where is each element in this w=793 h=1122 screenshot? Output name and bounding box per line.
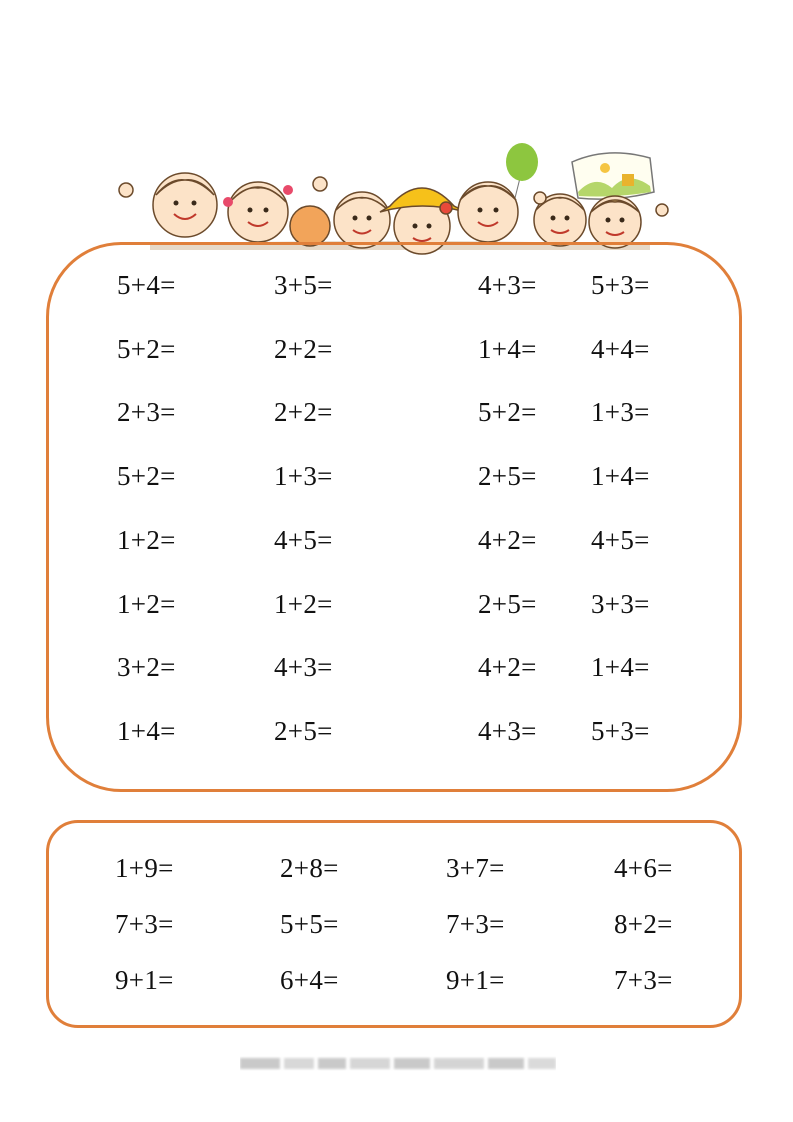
equation: 3+3=	[591, 589, 650, 619]
equation: 5+3=	[591, 716, 650, 746]
equation: 2+8=	[280, 853, 339, 883]
equation: 2+5=	[478, 589, 537, 619]
equation: 9+1=	[115, 965, 174, 995]
equation: 5+4=	[117, 270, 176, 300]
equation: 5+2=	[478, 397, 537, 427]
equation: 1+9=	[115, 853, 174, 883]
equation: 5+2=	[117, 461, 176, 491]
equation: 7+3=	[614, 965, 673, 995]
equation: 1+2=	[274, 589, 333, 619]
equation: 3+2=	[117, 652, 176, 682]
equation: 2+2=	[274, 397, 333, 427]
equation: 4+3=	[478, 270, 537, 300]
equation: 8+2=	[614, 909, 673, 939]
equation: 7+3=	[446, 909, 505, 939]
equation: 2+2=	[274, 334, 333, 364]
equation: 4+5=	[274, 525, 333, 555]
equation: 1+2=	[117, 525, 176, 555]
equation: 1+4=	[478, 334, 537, 364]
equation: 4+2=	[478, 652, 537, 682]
addition-box-top	[46, 242, 742, 792]
equation: 4+4=	[591, 334, 650, 364]
equation: 5+2=	[117, 334, 176, 364]
equation: 4+3=	[274, 652, 333, 682]
equation: 4+3=	[478, 716, 537, 746]
equation: 1+3=	[591, 397, 650, 427]
equation: 3+5=	[274, 270, 333, 300]
equation: 4+6=	[614, 853, 673, 883]
equation: 1+3=	[274, 461, 333, 491]
equation: 1+4=	[591, 461, 650, 491]
equation: 2+5=	[478, 461, 537, 491]
equation: 9+1=	[446, 965, 505, 995]
equation: 1+4=	[591, 652, 650, 682]
equation: 2+3=	[117, 397, 176, 427]
equation: 5+5=	[280, 909, 339, 939]
equation: 1+4=	[117, 716, 176, 746]
equation: 1+2=	[117, 589, 176, 619]
equation: 5+3=	[591, 270, 650, 300]
equation: 4+2=	[478, 525, 537, 555]
equation: 2+5=	[274, 716, 333, 746]
cartoon-children-banner-icon	[110, 140, 680, 255]
blurred-watermark	[240, 1056, 556, 1071]
equation: 3+7=	[446, 853, 505, 883]
equation: 7+3=	[115, 909, 174, 939]
equation: 4+5=	[591, 525, 650, 555]
equation: 6+4=	[280, 965, 339, 995]
